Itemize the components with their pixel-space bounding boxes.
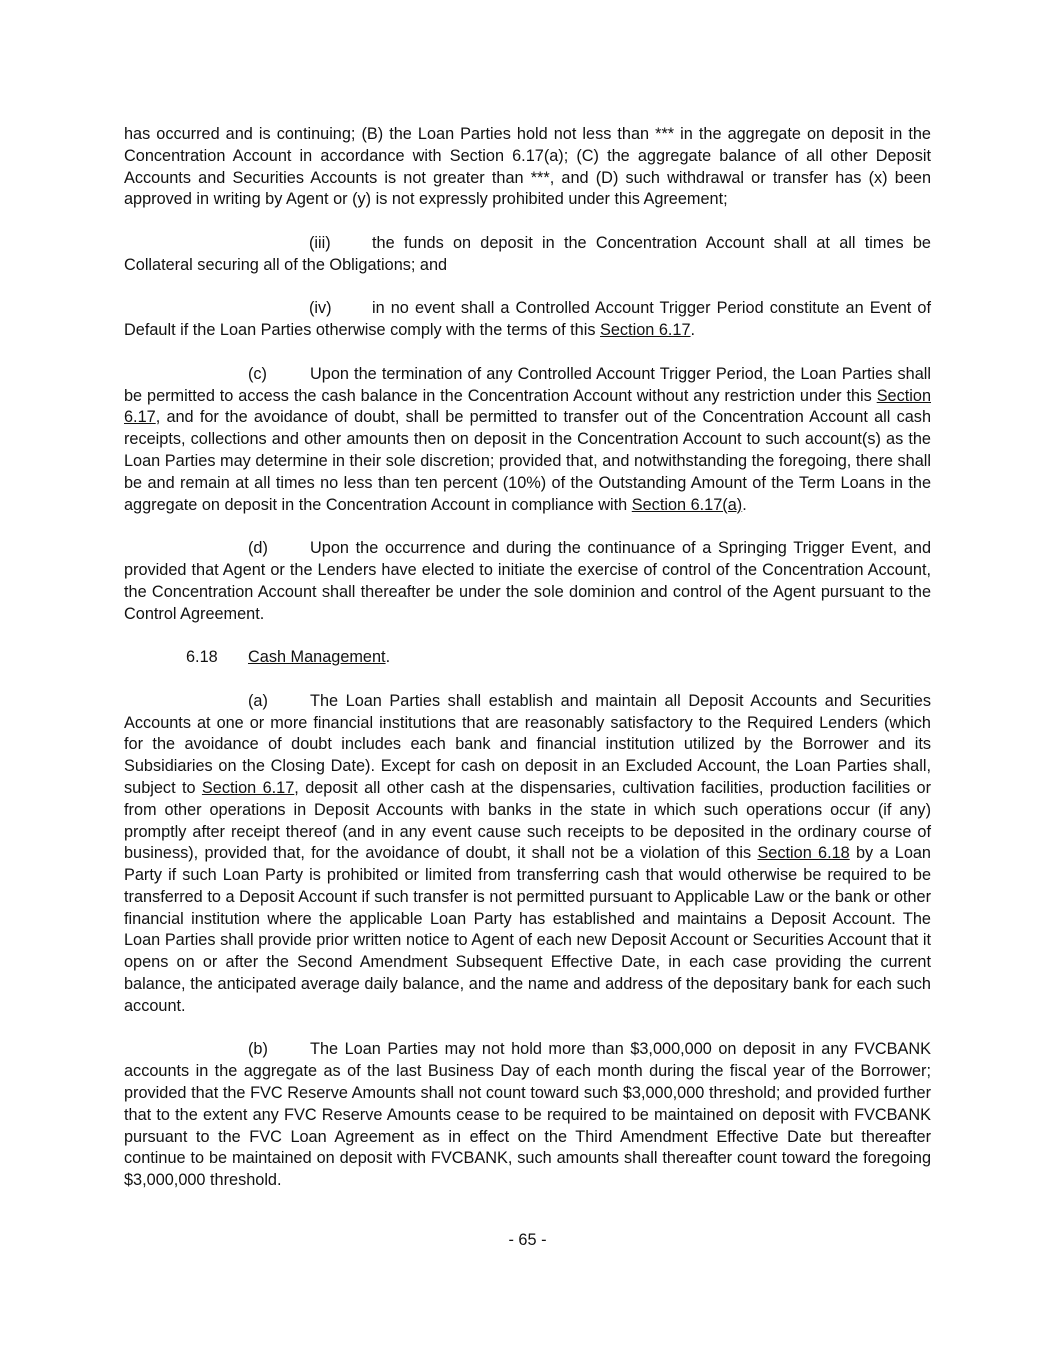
clause-c bbox=[124, 364, 931, 517]
clause-a-text-end: by a Loan Party if such Loan Party is prohibited or limited from transferring cash that would otherwise be required to be transferred to a Deposit Account if such transfer is not permitted pursuant to Applicable Law or the bank or other financial institution where the applicable Loan Party has established and maintains a Deposit Account. The Loan Parties shall provide prior written notice to Agent of each new Deposit Account or Securities Account that it opens on or after the Second Amendment Subsequent Effective Date, in each case providing the current balance, the anticipated average daily balance, and the name and address of the depositary bank for each such account. bbox=[124, 844, 931, 1015]
clause-c-text-cont: , and for the avoidance of doubt, shall be permitted to transfer out of the Concentration Account all cash receipts, collections and other amounts then on deposit in the Concentration Account to such account(s) as the Loan Parties may determine in their sole discretion; provided that, and notwithstanding the foregoing, there shall be and remain at all times no less than ten percent (10%) of the Outstanding Amount of the Term Loans in the aggregate on deposit in the Concentration Account in compliance with bbox=[124, 408, 931, 514]
section-number: 6.18 bbox=[186, 648, 218, 667]
clause-b-text: The Loan Parties may not hold more than $3,000,000 on deposit in any FVCBANK accounts in the aggregate as of the last Business Day of each month during the fiscal year of the Borrower; provided that the FVC Reserve Amounts shall not count toward such $3,000,000 threshold; and provided further that to the extent any FVC Reserve Amounts cease to be required to be maintained on deposit with FVCBANK pursuant to the FVC Loan Agreement as in effect on the Third Amendment Effective Date but thereafter continue to be maintained on deposit with FVCBANK, such amounts shall thereafter count toward the foregoing $3,000,000 threshold. bbox=[124, 1040, 931, 1190]
clause-d-text: Upon the occurrence and during the continuance of a Springing Trigger Event, and provided that Agent or the Lenders have elected to initiate the exercise of control of the Concentration Account, the Concentration Account shall thereafter be under the sole dominion and control of the Agent pursuant to the Control Agreement. bbox=[124, 539, 931, 623]
section-title-end: . bbox=[385, 648, 391, 667]
section-reference-link: Section 6.17 bbox=[201, 778, 295, 797]
section-heading bbox=[124, 647, 931, 669]
page-number: - 65 - bbox=[508, 1231, 547, 1249]
clause-iv-number: (iv) bbox=[309, 299, 332, 318]
clause-d bbox=[124, 538, 931, 625]
clause-iv bbox=[124, 298, 931, 342]
clause-a-text: The Loan Parties shall establish and maintain all Deposit Accounts and Securities Accounts at one or more financial institutions that are reasonably satisfactory to the Required Lenders (which for the avoidance of doubt includes each bank and financial institution utilized by the Borrower and its Subsidiaries on the Closing Date). Except for cash on deposit in an Excluded Account, the Loan Parties shall, subject to bbox=[124, 691, 931, 797]
clause-b-number: (b) bbox=[248, 1040, 268, 1059]
section-reference-link: Section 6.17(a) bbox=[631, 495, 743, 514]
section-reference-link: Section 6.17 bbox=[124, 386, 931, 427]
document-page bbox=[124, 124, 931, 1214]
clause-iii-number: (iii) bbox=[309, 233, 331, 252]
clause-a-text-cont: , deposit all other cash at the dispensaries, cultivation facilities, production facilities or from other operations in Deposit Accounts with banks in the state in which such operations occur (if any) promptly after receipt thereof (and in any event cause such receipts to be deposited in the ordinary course of business), provided that, for the avoidance of doubt, it shall not be a violation of this bbox=[124, 778, 931, 863]
clause-iv-text-end: . bbox=[690, 321, 696, 340]
clause-a bbox=[124, 691, 931, 1018]
section-title: Cash Management bbox=[248, 648, 386, 667]
clause-b bbox=[124, 1039, 931, 1192]
clause-d-number: (d) bbox=[248, 539, 268, 558]
clause-iv-text: in no event shall a Controlled Account Trigger Period constitute an Event of Default if the Loan Parties otherwise comply with the terms of this bbox=[124, 299, 931, 340]
section-reference-link: Section 6.17 bbox=[600, 321, 691, 340]
clause-c-number: (c) bbox=[248, 364, 267, 383]
clause-iii-text: the funds on deposit in the Concentration Account shall at all times be Collateral securing all of the Obligations; and bbox=[124, 233, 931, 274]
section-reference-link: Section 6.18 bbox=[757, 844, 850, 863]
clause-c-text: Upon the termination of any Controlled Account Trigger Period, the Loan Parties shall be permitted to access the cash balance in the Concentration Account without any restriction under this bbox=[124, 364, 931, 405]
clause-c-text-end: . bbox=[742, 495, 747, 514]
clause-a-number: (a) bbox=[248, 691, 268, 710]
clause-iii bbox=[124, 233, 931, 277]
paragraph-continuation: has occurred and is continuing; (B) the Loan Parties hold not less than *** in the aggregate on deposit in the Concentration Account in accordance with Section 6.17(a); (C) the aggregate balance of all other Deposit Accounts and Securities Accounts is not greater than ***, and (D) such withdrawal or transfer has (x) been approved in writing by Agent or (y) is not expressly prohibited under this Agreement; bbox=[124, 125, 931, 209]
